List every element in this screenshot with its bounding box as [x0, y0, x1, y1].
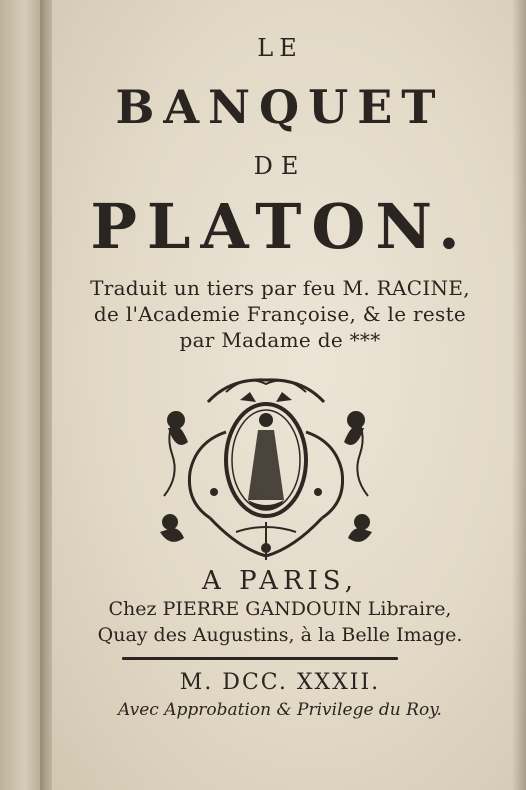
- subtitle-line-3: par Madame de ***: [179, 328, 381, 352]
- imprint-publisher: Chez PIERRE GANDOUIN Libraire,: [108, 598, 452, 620]
- title-de: DE: [253, 152, 307, 180]
- vignette-ornament-icon: [150, 372, 382, 562]
- imprint-address: Quay des Augustins, à la Belle Image.: [97, 624, 463, 646]
- horizontal-rule: [122, 657, 398, 660]
- title-platon: PLATON.: [90, 190, 470, 263]
- page-edge-shadow: [512, 0, 526, 790]
- subtitle-line-1: Traduit un tiers par feu M. RACINE,: [90, 276, 470, 300]
- imprint-city: A PARIS,: [202, 566, 358, 596]
- facing-page-edge: [0, 0, 44, 790]
- approbation-line: Avec Approbation & Privilege du Roy.: [118, 700, 442, 720]
- title-le: LE: [257, 34, 303, 62]
- subtitle-line-2: de l'Academie Françoise, & le reste: [93, 302, 467, 326]
- publication-date: M. DCC. XXXII.: [179, 670, 381, 695]
- title-banquet: BANQUET: [115, 80, 445, 134]
